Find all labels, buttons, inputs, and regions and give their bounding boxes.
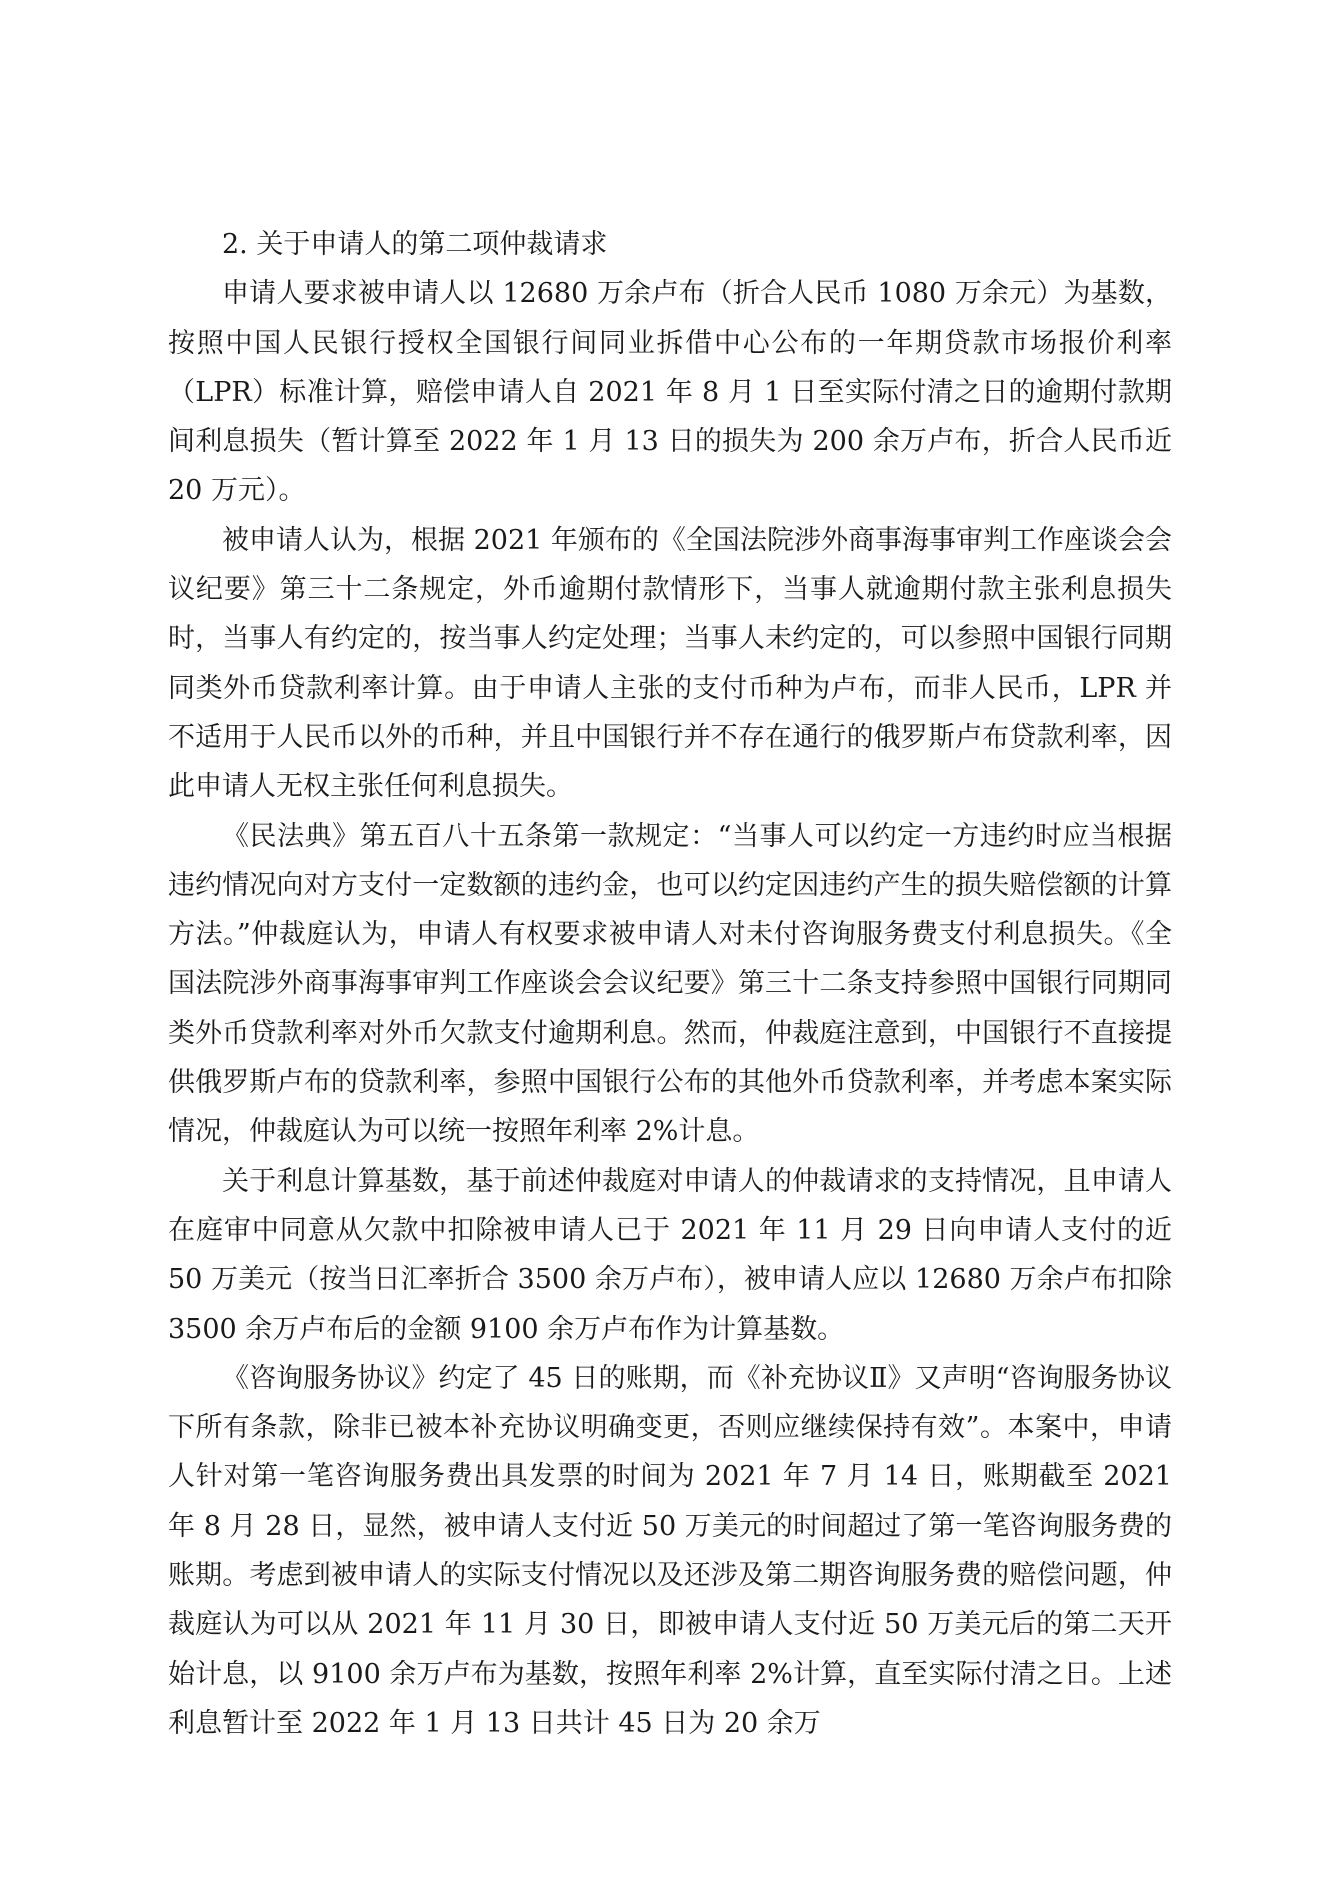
paragraph-payment-period: 《咨询服务协议》约定了 45 日的账期，而《补充协议Ⅱ》又声明“咨询服务协议下所有条款，除非已被本补充协议明确变更，否则应继续保持有效”。本案中，申请人针对第一笔咨询服务费出具发票的时间为 2021 年 7 月 14 日，账期截至 2021 年 8 月 28 日，显然，被申请人支付近 50 万美元的时间超过了第一笔咨询服务费的账期。考虑到被申请人的实际支付情况以及还涉及第二期咨询服务费的赔偿问题，仲裁庭认为可以从 2021 年 11 月 30 日，即被申请人支付近 50 万美元后的第二天开始计息，以 9100 余万卢布为基数，按照年利率 2%计算，直至实际付清之日。上述利息暂计至 2022 年 1 月 13 日共计 45 日为 20 余万	[168, 1362, 1172, 1739]
paragraph-claim: 申请人要求被申请人以 12680 万余卢布（折合人民币 1080 万余元）为基数，按照中国人民银行授权全国银行间同业拆借中心公布的一年期贷款市场报价利率（LPR）标准计算，赔偿申请人自 2021 年 8 月 1 日至实际付清之日的逾期付款期间利息损失（暂计算至 2022 年 1 月 13 日的损失为 200 余万卢布，折合人民币近 20 万元）。	[168, 278, 1172, 507]
paragraph-respondent-argument: 被申请人认为，根据 2021 年颁布的《全国法院涉外商事海事审判工作座谈会会议纪要》第三十二条规定，外币逾期付款情形下，当事人就逾期付款主张利息损失时，当事人有约定的，按当事人约定处理；当事人未约定的，可以参照中国银行同期同类外币贷款利率计算。由于申请人主张的支付币种为卢布，而非人民币，LPR 并不适用于人民币以外的币种，并且中国银行并不存在通行的俄罗斯卢布贷款利率，因此申请人无权主张任何利息损失。	[168, 524, 1172, 803]
paragraph-civil-code: 《民法典》第五百八十五条第一款规定：“当事人可以约定一方违约时应当根据违约情况向对方支付一定数额的违约金，也可以约定因违约产生的损失赔偿额的计算方法。”仲裁庭认为，申请人有权要求被申请人对未付咨询服务费支付利息损失。《全国法院涉外商事海事审判工作座谈会会议纪要》第三十二条支持参照中国银行同期同类外币贷款利率对外币欠款支付逾期利息。然而，仲裁庭注意到，中国银行不直接提供俄罗斯卢布的贷款利率，参照中国银行公布的其他外币贷款利率，并考虑本案实际情况，仲裁庭认为可以统一按照年利率 2%计息。	[168, 820, 1172, 1148]
section-heading: 2. 关于申请人的第二项仲裁请求	[222, 229, 608, 260]
document-body	[168, 220, 1172, 1748]
paragraph-interest-base: 关于利息计算基数，基于前述仲裁庭对申请人的仲裁请求的支持情况，且申请人在庭审中同意从欠款中扣除被申请人已于 2021 年 11 月 29 日向申请人支付的近 50 万美元（按当日汇率折合 3500 余万卢布），被申请人应以 12680 万余卢布扣除 3500 余万卢布后的金额 9100 余万卢布作为计算基数。	[168, 1165, 1172, 1345]
